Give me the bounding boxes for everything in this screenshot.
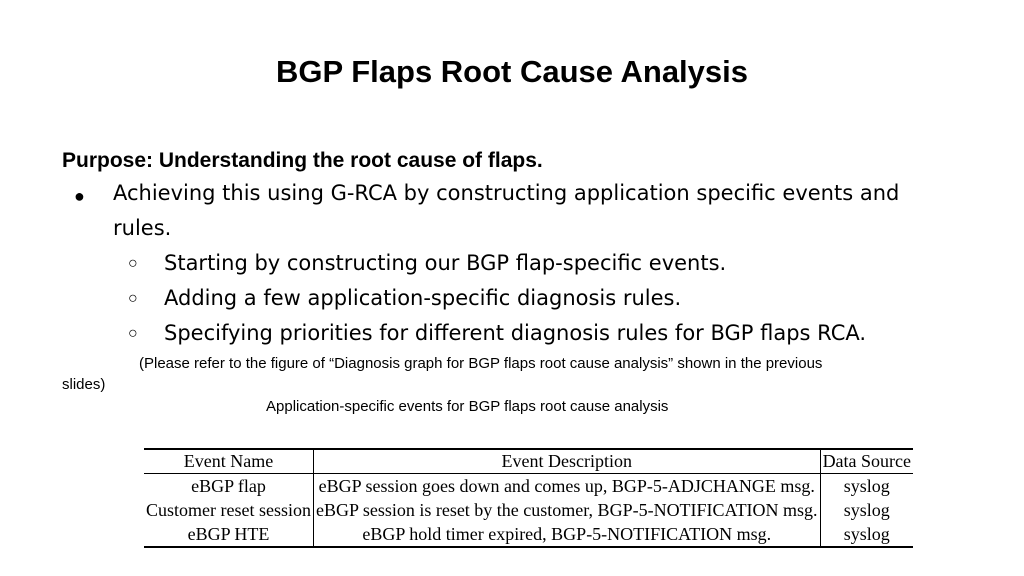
- events-table: [144, 448, 913, 548]
- bullet-marker: ●: [74, 186, 85, 206]
- cell-event-description: eBGP hold timer expired, BGP-5-NOTIFICATION msg.: [313, 522, 820, 547]
- figure-reference-note: (Please refer to the figure of “Diagnosis graph for BGP flaps root cause analysis” shown in the previous: [139, 355, 823, 372]
- cell-event-name: Customer reset session: [144, 498, 313, 522]
- sub-bullet-marker: ○: [128, 325, 138, 342]
- cell-event-name: eBGP HTE: [144, 522, 313, 547]
- table-caption: Application-specific events for BGP flaps root cause analysis: [266, 398, 669, 415]
- sub-bullet-marker: ○: [128, 290, 138, 307]
- purpose-heading: Purpose: Understanding the root cause of flaps.: [62, 149, 543, 172]
- figure-reference-note-cont: slides): [62, 376, 106, 393]
- sub-bullet-1: Starting by constructing our BGP flap-specific events.: [164, 251, 727, 275]
- cell-event-description: eBGP session is reset by the customer, BGP-5-NOTIFICATION msg.: [313, 498, 820, 522]
- table-row: [144, 498, 913, 522]
- table-row: [144, 474, 913, 499]
- cell-event-description: eBGP session goes down and comes up, BGP-5-ADJCHANGE msg.: [313, 474, 820, 499]
- cell-data-source: syslog: [843, 524, 890, 544]
- cell-data-source: syslog: [843, 476, 890, 496]
- header-event-description: Event Description: [313, 449, 820, 474]
- header-event-name: Event Name: [144, 449, 313, 474]
- header-data-source: Data Source: [820, 449, 913, 474]
- sub-bullet-3: Specifying priorities for different diagnosis rules for BGP flaps RCA.: [164, 321, 867, 345]
- table-row: [144, 522, 913, 547]
- slide-title: BGP Flaps Root Cause Analysis: [275, 54, 749, 89]
- main-bullet-text: Achieving this using G-RCA by constructing application specific events and rules.: [113, 181, 900, 240]
- table-header-row: [144, 449, 913, 474]
- sub-bullet-marker: ○: [128, 255, 138, 272]
- cell-event-name: eBGP flap: [144, 474, 313, 499]
- sub-bullet-2: Adding a few application-specific diagnosis rules.: [164, 286, 682, 310]
- cell-data-source: syslog: [843, 500, 890, 520]
